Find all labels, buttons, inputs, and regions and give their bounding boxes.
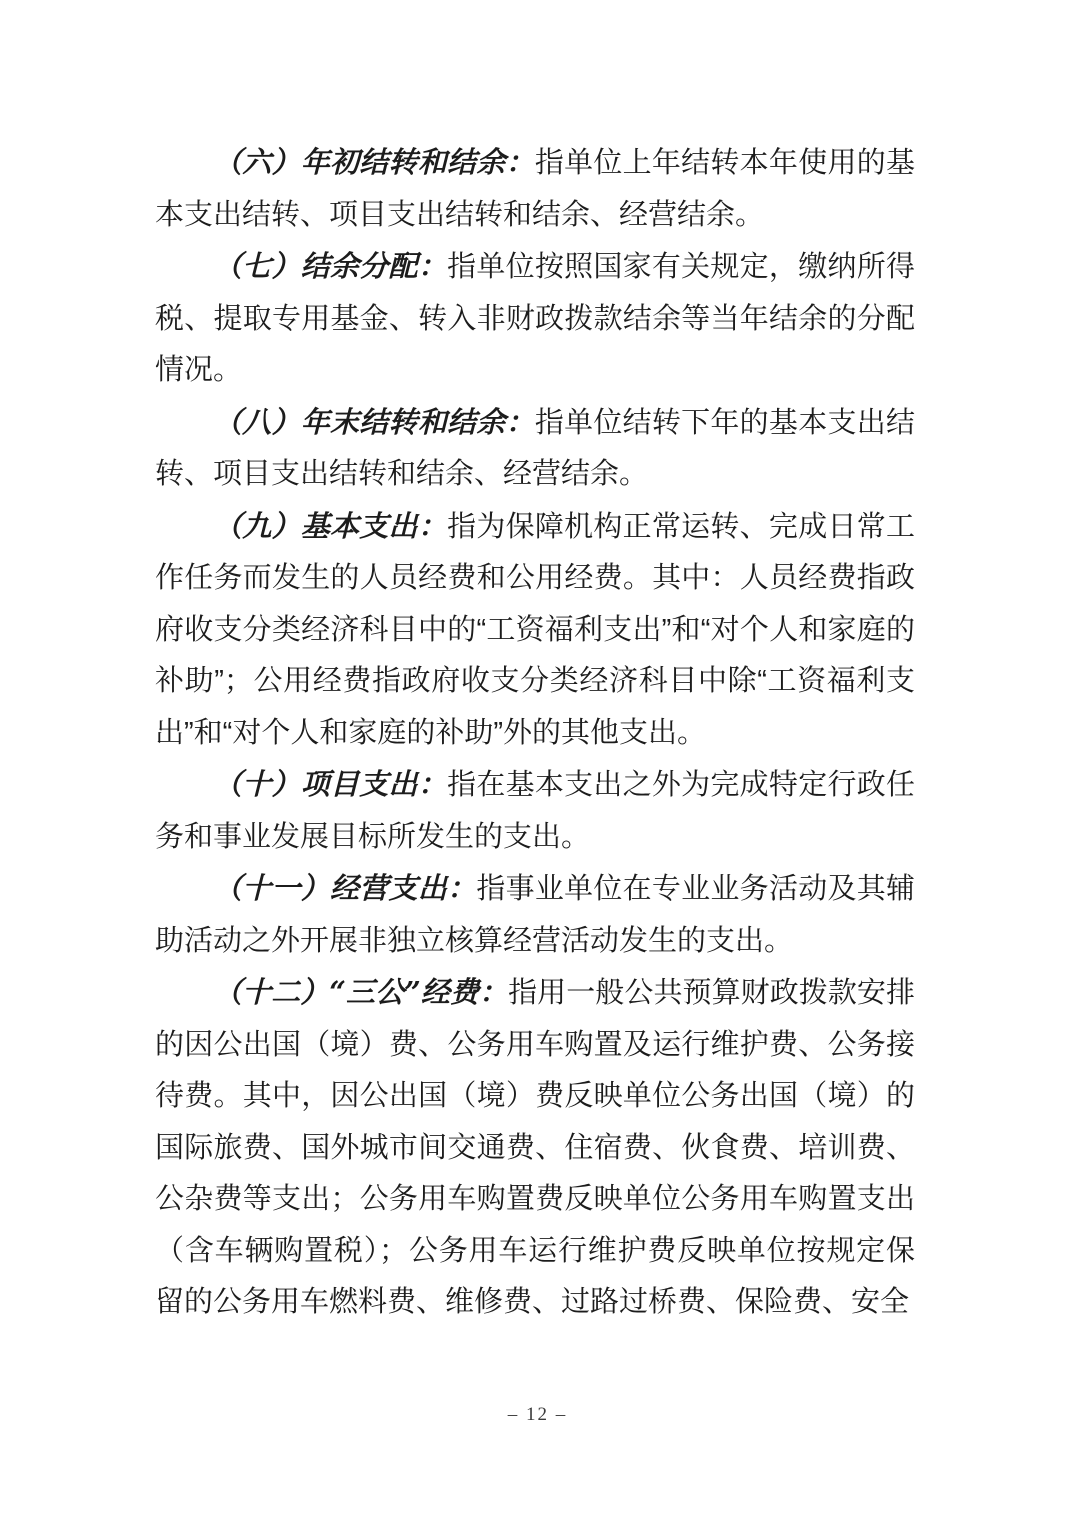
page-number: – 12 – [507, 1404, 568, 1425]
paragraph [155, 501, 915, 760]
paragraph-label: （十一）经营支出： [213, 871, 477, 905]
paragraph-label: （十）项目支出： [213, 767, 448, 801]
paragraph-label: （七）结余分配： [213, 249, 448, 283]
document-body [155, 137, 915, 1329]
paragraph-label: （十二）“三公”经费： [213, 975, 509, 1009]
paragraph-label: （六）年初结转和结余： [213, 145, 535, 179]
paragraph-body: 指单位结转下年的基本支出结转、项目支出结转和结余、经营结余。 [155, 406, 915, 490]
paragraph-label: （八）年末结转和结余： [213, 404, 535, 439]
paragraph [155, 967, 915, 1329]
paragraph-body: 指在基本支出之外为完成特定行政任务和事业发展目标所发生的支出。 [155, 769, 915, 853]
paragraph [155, 863, 915, 967]
paragraph [155, 137, 915, 241]
paragraph [155, 759, 915, 863]
paragraph-body: 指单位按照国家有关规定，缴纳所得税、提取专用基金、转入非财政拨款结余等当年结余的分配情况。 [155, 251, 915, 386]
paragraph-body: 指单位上年结转本年使用的基本支出结转、项目支出结转和结余、经营结余。 [155, 147, 915, 231]
paragraph [155, 241, 915, 397]
paragraph [155, 397, 915, 501]
paragraph-body: 指用一般公共预算财政拨款安排的因公出国（境）费、公务用车购置及运行维护费、公务接待费。其中，因公出国（境）费反映单位公务出国（境）的国际旅费、国外城市间交通费、住宿费、伙食费、培训费、公杂费等支出；公务用车购置费反映单位公务用车购置支出（含车辆购置税）；公务用车运行维护费反映单位按规定保留的公务用车燃料费、维修费、过路过桥费、保险费、安全 [155, 977, 915, 1318]
page-footer [0, 1404, 1075, 1426]
paragraph-label: （九）基本支出： [213, 508, 448, 543]
paragraph-body: 指事业单位在专业业务活动及其辅助活动之外开展非独立核算经营活动发生的支出。 [155, 873, 915, 957]
paragraph-body: 指为保障机构正常运转、完成日常工作任务而发生的人员经费和公用经费。其中：人员经费指政府收支分类经济科目中的“工资福利支出”和“对个人和家庭的补助”；公用经费指政府收支分类经济科目中除“工资福利支出”和“对个人和家庭的补助”外的其他支出。 [155, 510, 915, 749]
